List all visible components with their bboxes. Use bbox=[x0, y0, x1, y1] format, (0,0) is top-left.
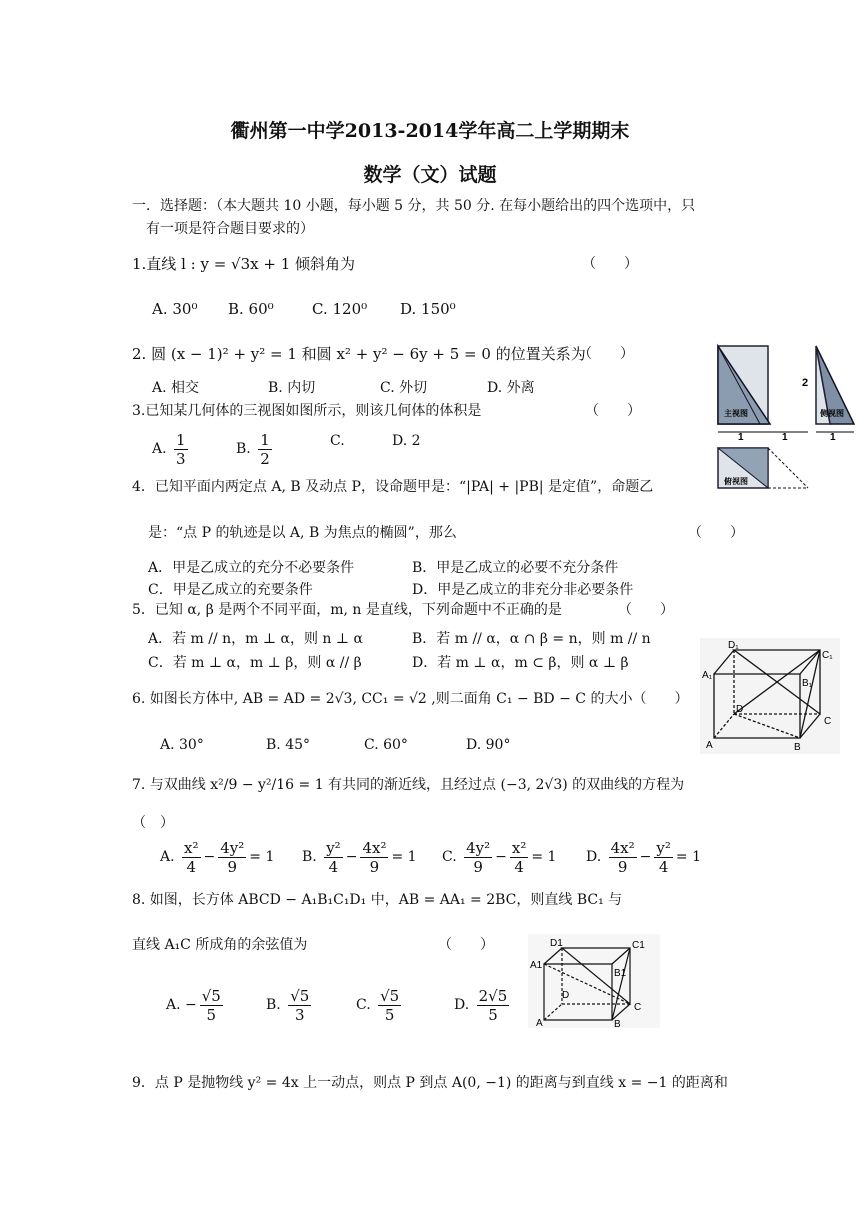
page-title: 衢州第一中学2013-2014学年高二上学期期末 bbox=[230, 120, 630, 142]
cuboid-figure-q6 bbox=[700, 638, 840, 754]
question-4-stem: 4．已知平面内两定点 A, B 及动点 P，设命题甲是：“|PA| + |PB| 是定值”，命题乙 bbox=[132, 479, 654, 495]
fraction: $\frac{\text{4y²}}{9}$ bbox=[220, 838, 245, 876]
question-8-option-c: C. $\frac{√5}{5}$ bbox=[356, 986, 400, 1024]
question-4-option-a: A．甲是乙成立的充分不必要条件 bbox=[148, 560, 355, 576]
question-7-option-c: C. $\frac{\text{4y²}}{9}$ − $\frac{\text{x²}}{4}$ = 1 bbox=[442, 838, 557, 876]
front-view-label: 主视图 bbox=[724, 409, 748, 418]
question-4-bracket: （ ） bbox=[688, 525, 744, 541]
vertex-c1: C1 bbox=[632, 940, 645, 951]
fraction: $\frac{√5}{5}$ bbox=[380, 986, 400, 1024]
question-5-option-b: B．若 m // α，α ∩ β = n，则 m // n bbox=[412, 631, 651, 647]
vertex-a1: A₁ bbox=[702, 670, 713, 681]
fraction: $\frac{\text{x²}}{4}$ bbox=[511, 838, 527, 876]
vertex-a1: A1 bbox=[530, 960, 543, 971]
fraction: $\frac{\text{x²}}{4}$ bbox=[184, 838, 199, 876]
width-label-3: 1 bbox=[830, 432, 836, 443]
question-7-option-b: B. $\frac{\text{y²}}{4}$ − $\frac{\text{4x²}}{9}$ = 1 bbox=[302, 838, 417, 876]
question-5-bracket: （ ） bbox=[618, 602, 674, 618]
fraction: $\frac{\text{4x²}}{9}$ bbox=[362, 838, 387, 876]
vertex-a: A bbox=[536, 1018, 543, 1028]
question-8-option-b: B. $\frac{√5}{3}$ bbox=[266, 986, 310, 1024]
question-3-option-c: C. bbox=[330, 433, 345, 449]
question-6-option-b: B. 45° bbox=[266, 737, 311, 753]
vertex-b1: B1 bbox=[614, 968, 627, 979]
fraction: $\frac{\text{4x²}}{9}$ bbox=[610, 838, 635, 876]
question-3-option-d: D. 2 bbox=[392, 433, 421, 449]
question-1-option-a: A. 30⁰ bbox=[152, 300, 198, 318]
question-5-stem: 5．已知 α, β 是两个不同平面，m, n 是直线，下列命题中不正确的是 bbox=[132, 602, 562, 618]
question-8-option-d: D. $\frac{2√5}{5}$ bbox=[454, 986, 508, 1024]
fraction: $\frac{√5}{5}$ bbox=[201, 986, 221, 1024]
question-8-stem-cont: 直线 A₁C 所成角的余弦值为 bbox=[132, 937, 308, 953]
fraction: $\frac{\text{y²}}{4}$ bbox=[326, 838, 341, 876]
question-6-option-d: D. 90° bbox=[466, 737, 511, 753]
vertex-c1: C₁ bbox=[822, 650, 833, 661]
question-4-option-d: D．甲是乙成立的非充分非必要条件 bbox=[412, 582, 634, 598]
question-5-option-a: A．若 m // n，m ⊥ α，则 n ⊥ α bbox=[148, 631, 363, 647]
question-3-stem: 3.已知某几何体的三视图如图所示，则该几何体的体积是 bbox=[132, 403, 482, 419]
question-7-option-d: D. $\frac{\text{4x²}}{9}$ − $\frac{\text{y²}}{4}$ = 1 bbox=[586, 838, 701, 876]
question-2-bracket: （ ） bbox=[578, 346, 634, 362]
question-4-option-b: B．甲是乙成立的必要不充分条件 bbox=[412, 560, 619, 576]
question-6-option-a: A. 30° bbox=[160, 737, 204, 753]
vertex-d: D bbox=[562, 990, 570, 1001]
dimension-lines bbox=[718, 432, 854, 443]
question-3-option-a: A. $\frac{1}{3}$ bbox=[152, 430, 186, 468]
question-8-bracket: （ ） bbox=[438, 937, 494, 953]
question-7-stem: 7. 与双曲线 x²/9 − y²/16 = 1 有共同的渐近线，且经过点 (−3, 2√3) 的双曲线的方程为 bbox=[132, 777, 685, 793]
question-7-bracket: （ ） bbox=[132, 815, 174, 831]
question-2-option-a: A. 相交 bbox=[152, 380, 200, 396]
section-instructions: 一．选择题：（本大题共 10 小题，每小题 5 分，共 50 分. 在每小题给出的四个选项中，只 bbox=[132, 198, 696, 214]
question-1-option-d: D. 150⁰ bbox=[400, 300, 456, 318]
height-label: 2 bbox=[802, 377, 809, 389]
question-1-bracket: （ ） bbox=[582, 256, 638, 272]
vertex-b1: B₁ bbox=[802, 678, 813, 689]
section-instructions-cont: 有一项是符合题目要求的） bbox=[146, 221, 314, 237]
question-1-option-c: C. 120⁰ bbox=[312, 300, 368, 318]
fraction: $\frac{1}{3}$ bbox=[176, 430, 186, 468]
vertex-b: B bbox=[794, 742, 801, 753]
question-2-option-c: C. 外切 bbox=[380, 380, 428, 396]
top-view-label: 俯视图 bbox=[724, 477, 748, 486]
question-1-option-b: B. 60⁰ bbox=[228, 300, 274, 318]
question-2-option-b: B. 内切 bbox=[268, 380, 316, 396]
question-8-stem: 8. 如图，长方体 ABCD − A₁B₁C₁D₁ 中，AB = AA₁ = 2BC，则直线 BC₁ 与 bbox=[132, 892, 623, 908]
question-2-option-d: D. 外离 bbox=[487, 380, 535, 396]
question-7-option-a: A. $\frac{\text{x²}}{4}$ − $\frac{\text{4y²}}{9}$ = 1 bbox=[160, 838, 275, 876]
fraction: $\frac{2√5}{5}$ bbox=[478, 986, 508, 1024]
vertex-d: D bbox=[736, 704, 744, 715]
question-6-option-c: C. 60° bbox=[364, 737, 408, 753]
top-view bbox=[718, 448, 808, 488]
vertex-c: C bbox=[824, 716, 832, 727]
fraction: $\frac{\text{4y²}}{9}$ bbox=[466, 838, 491, 876]
question-2-stem: 2. 圆 (x − 1)² + y² = 1 和圆 x² + y² − 6y + 5 = 0 的位置关系为 bbox=[132, 345, 586, 363]
side-view-label: 侧视图 bbox=[820, 409, 844, 418]
question-3-option-b: B. $\frac{1}{2}$ bbox=[236, 430, 270, 468]
vertex-a: A bbox=[706, 740, 713, 751]
question-9-stem: 9．点 P 是抛物线 y² = 4x 上一动点，则点 P 到点 A(0, −1) 的距离与到直线 x = −1 的距离和 bbox=[132, 1075, 728, 1091]
vertex-d1: D1 bbox=[550, 938, 563, 949]
vertex-d1: D₁ bbox=[728, 640, 739, 651]
fraction: $\frac{√5}{3}$ bbox=[290, 986, 310, 1024]
question-5-option-d: D．若 m ⊥ α，m ⊂ β，则 α ⊥ β bbox=[412, 655, 629, 671]
fraction: $\frac{\text{y²}}{4}$ bbox=[656, 838, 671, 876]
vertex-b: B bbox=[614, 1019, 621, 1028]
three-view-figure bbox=[700, 336, 858, 496]
question-6-stem: 6. 如图长方体中, AB = AD = 2√3, CC₁ = √2 ,则二面角 C₁ − BD − C 的大小（ ） bbox=[132, 691, 689, 707]
width-label-2: 1 bbox=[782, 432, 788, 443]
fraction: $\frac{1}{2}$ bbox=[260, 430, 270, 468]
vertex-c: C bbox=[634, 1002, 642, 1013]
question-3-bracket: （ ） bbox=[585, 403, 641, 419]
question-5-option-c: C．若 m ⊥ α，m ⊥ β，则 α // β bbox=[148, 655, 362, 671]
width-label-1: 1 bbox=[738, 432, 744, 443]
question-4-option-c: C．甲是乙成立的充要条件 bbox=[148, 582, 313, 598]
question-4-stem-cont: 是：“点 P 的轨迹是以 A, B 为焦点的椭圆”，那么 bbox=[148, 525, 457, 541]
question-1-stem: 1.直线 l : y = √3x + 1 倾斜角为 bbox=[132, 255, 356, 273]
cuboid-figure-q8 bbox=[528, 934, 660, 1028]
side-view bbox=[802, 346, 854, 424]
question-8-option-a: A. − $\frac{√5}{5}$ bbox=[166, 986, 221, 1024]
front-view bbox=[718, 346, 770, 424]
page-subtitle: 数学（文）试题 bbox=[363, 164, 497, 186]
